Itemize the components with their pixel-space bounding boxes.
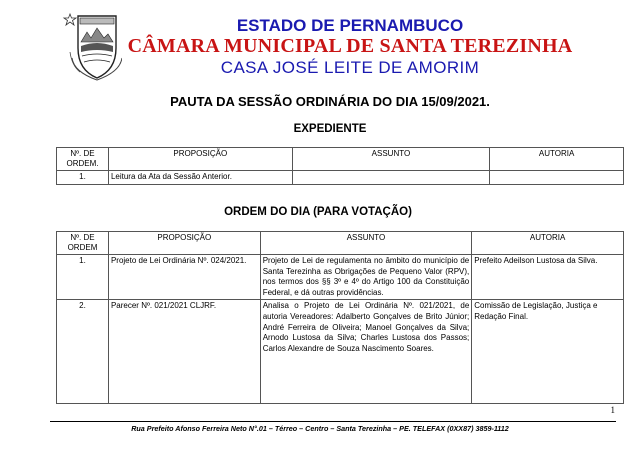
cell-autoria: Prefeito Adeilson Lustosa da Silva. <box>472 255 624 300</box>
page-number: 1 <box>610 405 615 415</box>
cell-order: 1. <box>57 171 109 185</box>
table-row <box>57 171 624 185</box>
col-header-autoria: AUTORIA <box>490 148 624 171</box>
cell-assunto: Analisa o Projeto de Lei Ordinária Nº. 021/2021, de autoria Vereadores: Adalberto Gonçalves de Brito Júnior; André Ferreira de Oliveira; Manoel Gonçalves da Silva; Arnodo Lustosa da Silva; Charles Lustosa dos Passos; Carlos Alexandre de Souza Nascimento Soares. <box>260 300 472 404</box>
cell-order: 1. <box>57 255 109 300</box>
cell-proposicao: Parecer Nº. 021/2021 CLJRF. <box>108 300 260 404</box>
table-header-row <box>57 232 624 255</box>
expediente-heading: EXPEDIENTE <box>293 123 367 135</box>
col-header-assunto: ASSUNTO <box>260 232 472 255</box>
col-header-assunto: ASSUNTO <box>292 148 490 171</box>
cell-order: 2. <box>57 300 109 404</box>
cell-proposicao: Leitura da Ata da Sessão Anterior. <box>108 171 292 185</box>
cell-autoria <box>490 171 624 185</box>
table-row <box>57 300 624 404</box>
col-header-autoria: AUTORIA <box>472 232 624 255</box>
col-header-proposicao: PROPOSIÇÃO <box>108 232 260 255</box>
footer-address: Rua Prefeito Afonso Ferreira Neto N°.01 – Térreo – Centro – Santa Terezinha – PE. TELEFAX (0XX87) 3859-1112 <box>131 424 509 433</box>
expediente-table <box>56 147 624 185</box>
cell-proposicao: Projeto de Lei Ordinária Nº. 024/2021. <box>108 255 260 300</box>
ordem-do-dia-table <box>56 231 624 404</box>
cell-autoria: Comissão de Legislação, Justiça e Redação Final. <box>472 300 624 404</box>
col-header-proposicao: PROPOSIÇÃO <box>108 148 292 171</box>
ordem-do-dia-heading: ORDEM DO DIA (PARA VOTAÇÃO) <box>224 206 412 218</box>
table-row <box>57 255 624 300</box>
header-state: ESTADO DE PERNAMBUCO <box>236 16 464 35</box>
page-title: PAUTA DA SESSÃO ORDINÁRIA DO DIA 15/09/2021. <box>170 94 490 109</box>
table-header-row <box>57 148 624 171</box>
col-header-order: Nº. DE ORDEM <box>57 232 109 255</box>
col-header-order: Nº. DE ORDEM. <box>57 148 109 171</box>
cell-assunto: Projeto de Lei de regulamenta no âmbito do município de Santa Terezinha as Obrigações de Pequeno Valor (RPV), nos termos dos §§ 3º e 4º do Artigo 100 da Constituição Federal, e dá outras providências. <box>260 255 472 300</box>
header-chamber: CÂMARA MUNICIPAL DE SANTA TEREZINHA <box>127 35 573 57</box>
header-house: CASA JOSÉ LEITE DE AMORIM <box>220 58 480 77</box>
cell-assunto <box>292 171 490 185</box>
footer-divider <box>50 421 616 422</box>
